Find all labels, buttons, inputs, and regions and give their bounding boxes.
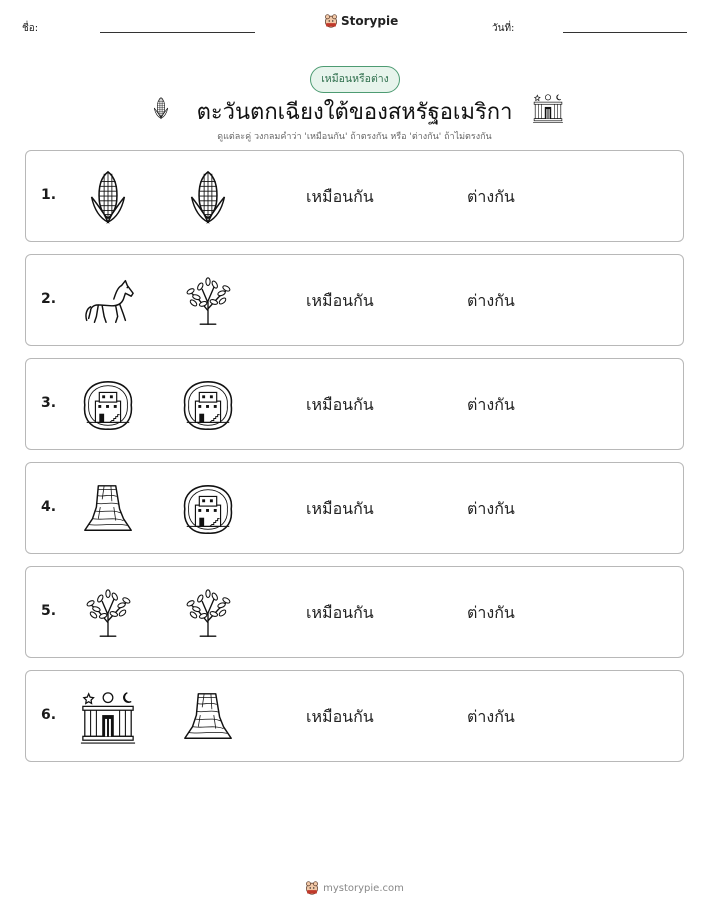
storypie-mascot-icon bbox=[305, 880, 319, 896]
shrub-icon bbox=[179, 584, 237, 642]
same-option[interactable]: เหมือนกัน bbox=[306, 499, 374, 518]
same-option[interactable]: เหมือนกัน bbox=[306, 187, 374, 206]
question-row-4 bbox=[25, 462, 684, 554]
cliff-dwelling-icon bbox=[79, 376, 137, 434]
question-number: 6. bbox=[41, 707, 57, 723]
pueblo-icon bbox=[532, 92, 564, 124]
question-number: 3. bbox=[41, 395, 57, 411]
name-label: ชื่อ: bbox=[22, 23, 39, 34]
question-number: 1. bbox=[41, 187, 57, 203]
question-number: 5. bbox=[41, 603, 57, 619]
instructions: ดูแต่ละคู่ วงกลมคำว่า 'เหมือนกัน' ถ้าตรงกัน หรือ 'ต่างกัน' ถ้าไม่ตรงกัน bbox=[217, 132, 492, 142]
different-option[interactable]: ต่างกัน bbox=[467, 707, 515, 726]
corn-icon bbox=[79, 168, 137, 226]
same-option[interactable]: เหมือนกัน bbox=[306, 395, 374, 414]
question-row-5 bbox=[25, 566, 684, 658]
different-option[interactable]: ต่างกัน bbox=[467, 187, 515, 206]
worksheet-type-badge: เหมือนหรือต่าง bbox=[310, 66, 400, 93]
date-line[interactable] bbox=[563, 32, 687, 33]
different-option[interactable]: ต่างกัน bbox=[467, 603, 515, 622]
same-option[interactable]: เหมือนกัน bbox=[306, 603, 374, 622]
question-row-1 bbox=[25, 150, 684, 242]
different-option[interactable]: ต่างกัน bbox=[467, 291, 515, 310]
different-option[interactable]: ต่างกัน bbox=[467, 395, 515, 414]
different-option[interactable]: ต่างกัน bbox=[467, 499, 515, 518]
cliff-dwelling-icon bbox=[179, 480, 237, 538]
date-label: วันที่: bbox=[492, 23, 515, 34]
rock-butte-icon bbox=[179, 688, 237, 746]
footer bbox=[0, 880, 709, 896]
storypie-mascot-icon bbox=[324, 13, 338, 29]
corn-icon bbox=[179, 168, 237, 226]
shrub-icon bbox=[79, 584, 137, 642]
rock-butte-icon bbox=[79, 480, 137, 538]
pueblo-icon bbox=[79, 688, 137, 746]
cliff-dwelling-icon bbox=[179, 376, 237, 434]
question-number: 4. bbox=[41, 499, 57, 515]
horse-icon bbox=[79, 272, 137, 330]
question-row-6 bbox=[25, 670, 684, 762]
question-row-3 bbox=[25, 358, 684, 450]
page-title: ตะวันตกเฉียงใต้ของสหรัฐอเมริกา bbox=[196, 100, 513, 125]
shrub-icon bbox=[179, 272, 237, 330]
same-option[interactable]: เหมือนกัน bbox=[306, 291, 374, 310]
footer-url[interactable]: mystorypie.com bbox=[323, 882, 404, 894]
name-line[interactable] bbox=[100, 32, 255, 33]
question-number: 2. bbox=[41, 291, 57, 307]
same-option[interactable]: เหมือนกัน bbox=[306, 707, 374, 726]
brand-logo bbox=[324, 13, 398, 29]
question-row-2 bbox=[25, 254, 684, 346]
brand-name: Storypie bbox=[341, 14, 399, 28]
